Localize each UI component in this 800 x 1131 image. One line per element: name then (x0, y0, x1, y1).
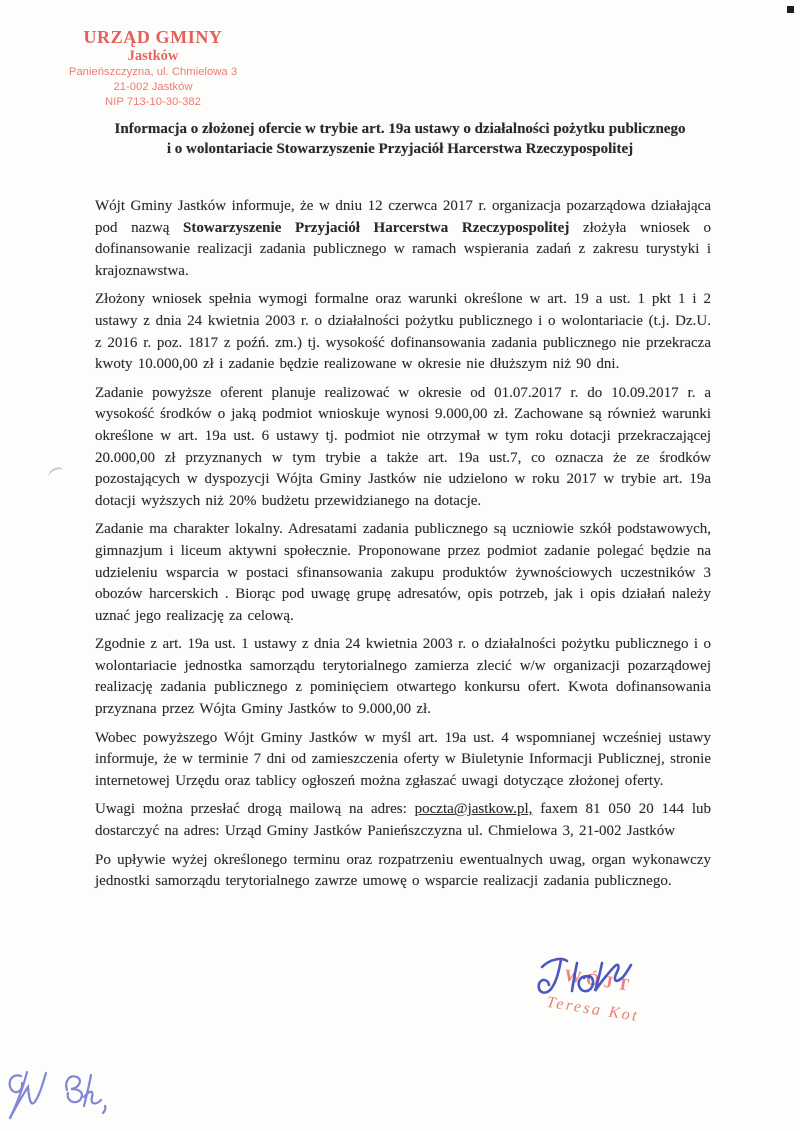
paragraph-task-description: Zadanie ma charakter lokalny. Adresatami zadania publicznego są uczniowie szkół podstawowych, gimnazjum i liceum aktywni społecznie. Proponowane przez podmiot zadanie polegać będzie na udzieleniu wsparcia w postaci sfinansowania zakupu produktów żywnościowych uczestników 3 obozów harcerskich . Biorąc pod uwagę grupę adresatów, opis potrzeb, jak i opis działań należy uznać jego realizację za celową. (95, 521, 711, 624)
pencil-scan-artifact (47, 466, 66, 482)
office-town: Jastków (127, 48, 179, 65)
signature-block (520, 945, 720, 1050)
paragraph-comment-deadline: Wobec powyższego Wójt Gminy Jastków w myśl art. 19a ust. 4 wspomnianej wcześniej ustawy informuje, że w terminie 7 dni od zamieszczenia oferty w Biuletynie Informacji Publicznej, stronie internetowej Urzędu oraz tablicy ogłoszeń można zgłaszać uwagi dotyczące złożonej oferty. (95, 729, 711, 789)
organization-name: Stowarzyszenie Przyjaciół Harcerstwa Rzeczypospolitej (183, 219, 570, 236)
office-name: URZĄD GMINY (83, 27, 223, 47)
paragraph-contact (95, 799, 711, 842)
document-title-line2: i o wolontariacie Stowarzyszenie Przyjaciół Harcerstwa Rzeczypospolitej (166, 141, 634, 157)
mayor-role-stamp: WÓJT (563, 965, 636, 996)
paragraph-closing: Po upływie wyżej określonego terminu oraz rozpatrzeniu ewentualnych uwag, organ wykonawczy jednostki samorządu terytorialnego zawrze umowę o wsparcie realizacji zadania publicznego. (95, 851, 711, 890)
office-street: Panieńszczyzna, ul. Chmielowa 3 (68, 66, 238, 79)
office-postal: 21-002 Jastków (113, 81, 193, 94)
paragraph-notification-start: Wójt Gminy Jastków informuje, że w dniu 12 czerwca 2017 r. organizacja pozarządowa działająca pod nazwą (95, 198, 711, 236)
paragraph-notification-end: złożyła wniosek o dofinansowanie realizacji zadania publicznego w ramach wspierania zadań z zakresu turystyki i krajoznawstwa. (95, 219, 711, 279)
document-title-line1: Informacja o złożonej ofercie w trybie art. 19a ustawy o działalności pożytku publicznego (114, 121, 686, 137)
mayor-name-stamp: Teresa Kot (545, 993, 641, 1026)
document-title (40, 119, 760, 159)
office-nip: NIP 713-10-30-382 (105, 95, 201, 108)
scan-corner-artifact (787, 6, 794, 13)
paragraph-legal-basis: Zgodnie z art. 19a ust. 1 ustawy z dnia 24 kwietnia 2003 r. o działalności pożytku publicznego i o wolontariacie jednostka samorządu terytorialnego zamierza zlecić w/w organizacji pozarządowej realizację zadania publicznego z pominięciem otwartego konkursu ofert. Kwota dofinansowania przyznana przez Wójta Gminy Jastków to 9.000,00 zł. (95, 636, 711, 718)
document-body (95, 196, 711, 900)
email-link[interactable]: poczta@jastkow.pl, (414, 801, 533, 818)
handwritten-initials (5, 1066, 125, 1128)
handwritten-signature (534, 953, 634, 1009)
paragraph-contact-start: Uwagi można przesłać drogą mailową na adres: (95, 801, 415, 818)
paragraph-task-period-funding: Zadanie powyższe oferent planuje realizować w okresie od 01.07.2017 r. do 10.09.2017 r. a wysokość środków o jaką podmiot wnioskuje wynosi 9.000,00 zł. Zachowane są również warunki określone w art. 19a ust. 6 ustawy tj. podmiot nie otrzymał w tym roku dotacji przekraczającej 20.000,00 zł przyznanych w tym trybie a także art. 19a ust.7, co oznacza że ze środków pozostających w dyspozycji Wójta Gminy Jastków nie udzielono w roku 2017 w trybie art. 19a dotacji wyższych niż 20% budżetu przewidzianego na dotacje. (95, 384, 711, 509)
office-address-stamp (50, 27, 256, 109)
paragraph-notification (95, 196, 711, 282)
paragraph-contact-end: faxem 81 050 20 144 lub dostarczyć na adres: Urząd Gminy Jastków Panieńszczyzna ul. Chmielowa 3, 21-002 Jastków (95, 801, 711, 840)
paragraph-formal-requirements: Złożony wniosek spełnia wymogi formalne oraz warunki określone w art. 19 a ust. 1 pkt 1 i 2 ustawy z dnia 24 kwietnia 2003 r. o działalności pożytku publicznego i o wolontariacie (t.j. Dz.U. z 2016 r. poz. 1817 z poźń. zm.) tj. wysokość dofinansowania zadania publicznego nie przekracza kwoty 10.000,00 zł i zadanie będzie realizowane w okresie nie dłuższym niż 90 dni. (95, 291, 711, 373)
